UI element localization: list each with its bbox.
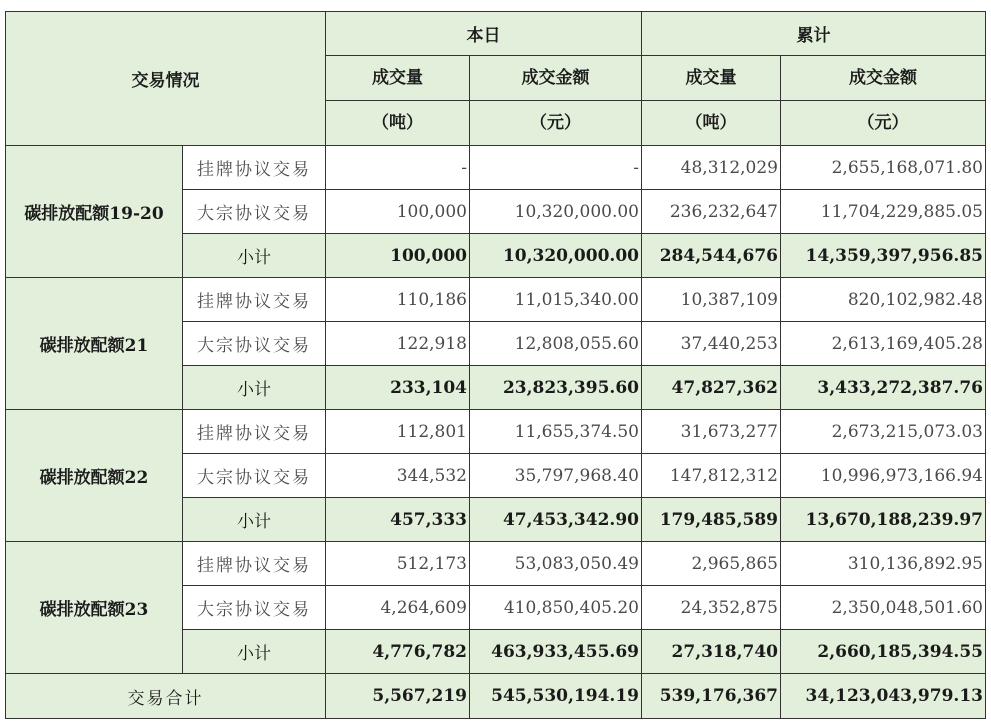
subtotal-label: 小计 <box>183 234 326 278</box>
subtotal-today-volume: 100,000 <box>326 234 470 278</box>
today-amount: 410,850,405.20 <box>470 586 642 630</box>
header-cum-volume: 成交量 <box>642 56 781 101</box>
header-today-volume: 成交量 <box>326 56 470 101</box>
header-cumulative: 累计 <box>642 12 986 56</box>
subtotal-cum-volume: 47,827,362 <box>642 366 781 410</box>
cum-volume: 236,232,647 <box>642 190 781 234</box>
today-volume: 100,000 <box>326 190 470 234</box>
cum-amount: 2,613,169,405.28 <box>781 322 986 366</box>
group-name: 碳排放配额22 <box>6 410 183 542</box>
subtotal-today-volume: 4,776,782 <box>326 630 470 674</box>
total-label: 交易合计 <box>6 674 326 719</box>
subtotal-today-amount: 23,823,395.60 <box>470 366 642 410</box>
group-name: 碳排放配额19-20 <box>6 146 183 278</box>
cum-volume: 24,352,875 <box>642 586 781 630</box>
subtotal-today-amount: 10,320,000.00 <box>470 234 642 278</box>
cum-amount: 10,996,973,166.94 <box>781 454 986 498</box>
cum-amount: 11,704,229,885.05 <box>781 190 986 234</box>
today-volume: 512,173 <box>326 542 470 586</box>
cum-volume: 147,812,312 <box>642 454 781 498</box>
header-cum-volume-unit: （吨） <box>642 101 781 146</box>
subtotal-cum-amount: 13,670,188,239.97 <box>781 498 986 542</box>
cum-volume: 10,387,109 <box>642 278 781 322</box>
subtotal-label: 小计 <box>183 630 326 674</box>
today-volume: 110,186 <box>326 278 470 322</box>
subtotal-cum-volume: 27,318,740 <box>642 630 781 674</box>
trade-type: 挂牌协议交易 <box>183 542 326 586</box>
today-amount: 12,808,055.60 <box>470 322 642 366</box>
header-today-volume-unit: （吨） <box>326 101 470 146</box>
trade-type: 大宗协议交易 <box>183 322 326 366</box>
group-name: 碳排放配额21 <box>6 278 183 410</box>
subtotal-today-volume: 233,104 <box>326 366 470 410</box>
total-today-amount: 545,530,194.19 <box>470 674 642 719</box>
cum-volume: 37,440,253 <box>642 322 781 366</box>
total-row <box>6 674 986 719</box>
trade-type: 大宗协议交易 <box>183 586 326 630</box>
today-amount: 11,655,374.50 <box>470 410 642 454</box>
subtotal-today-amount: 47,453,342.90 <box>470 498 642 542</box>
total-cum-amount: 34,123,043,979.13 <box>781 674 986 719</box>
total-cum-volume: 539,176,367 <box>642 674 781 719</box>
trade-type: 大宗协议交易 <box>183 190 326 234</box>
today-volume: 4,264,609 <box>326 586 470 630</box>
trade-type: 挂牌协议交易 <box>183 278 326 322</box>
header-today-amount: 成交金额 <box>470 56 642 101</box>
header-cum-amount: 成交金额 <box>781 56 986 101</box>
cum-volume: 2,965,865 <box>642 542 781 586</box>
cum-amount: 2,350,048,501.60 <box>781 586 986 630</box>
cum-amount: 310,136,892.95 <box>781 542 986 586</box>
subtotal-today-amount: 463,933,455.69 <box>470 630 642 674</box>
header-trade-info: 交易情况 <box>6 12 326 146</box>
trade-type: 挂牌协议交易 <box>183 146 326 190</box>
today-volume: - <box>326 146 470 190</box>
table-row <box>6 146 986 190</box>
header-today-amount-unit: （元） <box>470 101 642 146</box>
subtotal-label: 小计 <box>183 498 326 542</box>
trade-type: 挂牌协议交易 <box>183 410 326 454</box>
header-cum-amount-unit: （元） <box>781 101 986 146</box>
today-amount: 35,797,968.40 <box>470 454 642 498</box>
today-amount: 10,320,000.00 <box>470 190 642 234</box>
subtotal-today-volume: 457,333 <box>326 498 470 542</box>
trading-summary-table <box>5 11 986 719</box>
today-volume: 344,532 <box>326 454 470 498</box>
subtotal-label: 小计 <box>183 366 326 410</box>
header-today: 本日 <box>326 12 642 56</box>
subtotal-cum-amount: 14,359,397,956.85 <box>781 234 986 278</box>
today-amount: 53,083,050.49 <box>470 542 642 586</box>
today-amount: - <box>470 146 642 190</box>
table-row <box>6 542 986 586</box>
cum-volume: 31,673,277 <box>642 410 781 454</box>
today-volume: 112,801 <box>326 410 470 454</box>
subtotal-cum-volume: 284,544,676 <box>642 234 781 278</box>
trade-type: 大宗协议交易 <box>183 454 326 498</box>
cum-volume: 48,312,029 <box>642 146 781 190</box>
group-name: 碳排放配额23 <box>6 542 183 674</box>
subtotal-cum-amount: 2,660,185,394.55 <box>781 630 986 674</box>
subtotal-cum-amount: 3,433,272,387.76 <box>781 366 986 410</box>
cum-amount: 820,102,982.48 <box>781 278 986 322</box>
subtotal-cum-volume: 179,485,589 <box>642 498 781 542</box>
table-row <box>6 278 986 322</box>
cum-amount: 2,673,215,073.03 <box>781 410 986 454</box>
today-volume: 122,918 <box>326 322 470 366</box>
cum-amount: 2,655,168,071.80 <box>781 146 986 190</box>
total-today-volume: 5,567,219 <box>326 674 470 719</box>
table-row <box>6 410 986 454</box>
today-amount: 11,015,340.00 <box>470 278 642 322</box>
